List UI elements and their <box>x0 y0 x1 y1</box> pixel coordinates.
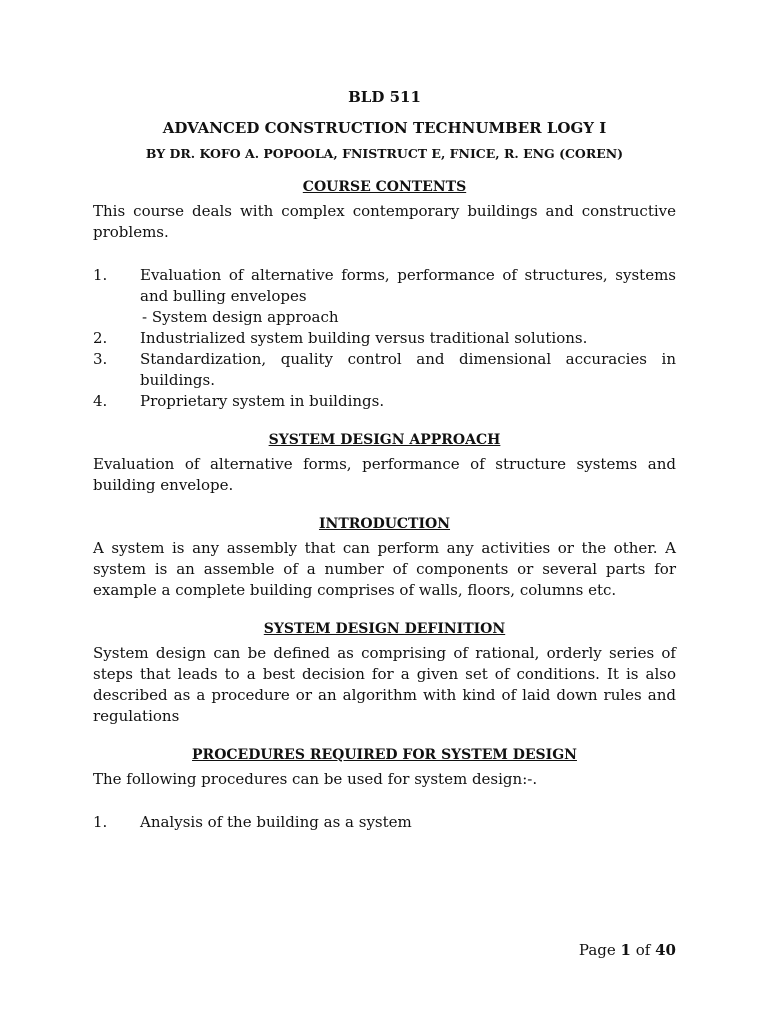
page-total: 40 <box>655 941 676 959</box>
list-item-number: 4. <box>93 392 108 410</box>
list-item-number: 1. <box>93 813 108 831</box>
page-label: Page <box>578 941 616 959</box>
of-label: of <box>635 941 651 959</box>
course-contents-list <box>93 265 676 412</box>
spacer <box>93 243 676 265</box>
list-item-text: Analysis of the building as a system <box>140 813 412 831</box>
procedures-list <box>93 812 676 833</box>
course-code: BLD 511 <box>348 88 421 106</box>
page-number-footer <box>579 940 676 961</box>
spacer <box>93 601 676 619</box>
list-item-text <box>140 265 676 328</box>
list-item-number: 2. <box>93 329 108 347</box>
list-item <box>93 812 676 833</box>
list-item-number: 3. <box>93 350 108 368</box>
list-item <box>93 349 676 391</box>
list-item-subpoint: - System design approach <box>142 308 339 326</box>
introduction-heading: INTRODUCTION <box>318 516 451 532</box>
list-item-text: Industrialized system building versus traditional solutions. <box>140 329 588 347</box>
introduction-text: A system is any assembly that can perform any activities or the other. A system is an assemble of a number of components or several parts for example a complete building comprises of walls, floors, columns etc. <box>93 539 676 599</box>
list-item-main-text: Evaluation of alternative forms, performance of structures, systems and bulling envelopes <box>140 266 676 305</box>
system-design-approach-text: Evaluation of alternative forms, performance of structure systems and building envelope. <box>93 455 676 494</box>
list-item-text: Standardization, quality control and dimensional accuracies in buildings. <box>140 350 676 389</box>
document-page <box>93 86 676 833</box>
list-item-text: Proprietary system in buildings. <box>140 392 385 410</box>
list-item <box>93 265 676 328</box>
system-design-definition-heading: SYSTEM DESIGN DEFINITION <box>263 621 506 637</box>
system-design-definition-text: System design can be defined as comprising of rational, orderly series of steps that leads to a best decision for a given set of conditions. It is also described as a procedure or an algorithm with kind of laid down rules and regulations <box>93 644 676 725</box>
spacer <box>93 727 676 745</box>
author-line: BY DR. KOFO A. POPOOLA, FNISTRUCT E, FNICE, R. ENG (COREN) <box>145 146 624 161</box>
system-design-approach-heading: SYSTEM DESIGN APPROACH <box>268 432 501 448</box>
list-item-number: 1. <box>93 266 108 284</box>
spacer <box>93 412 676 430</box>
spacer <box>93 790 676 812</box>
list-item <box>93 328 676 349</box>
procedures-heading: PROCEDURES REQUIRED FOR SYSTEM DESIGN <box>192 747 577 763</box>
course-title: ADVANCED CONSTRUCTION TECHNUMBER LOGY I <box>162 119 607 137</box>
course-contents-intro: This course deals with complex contemporary buildings and constructive problems. <box>93 202 676 241</box>
page-current: 1 <box>620 941 631 959</box>
list-item <box>93 391 676 412</box>
course-contents-heading: COURSE CONTENTS <box>302 179 467 195</box>
procedures-text: The following procedures can be used for system design:-. <box>93 770 538 788</box>
spacer <box>93 496 676 514</box>
